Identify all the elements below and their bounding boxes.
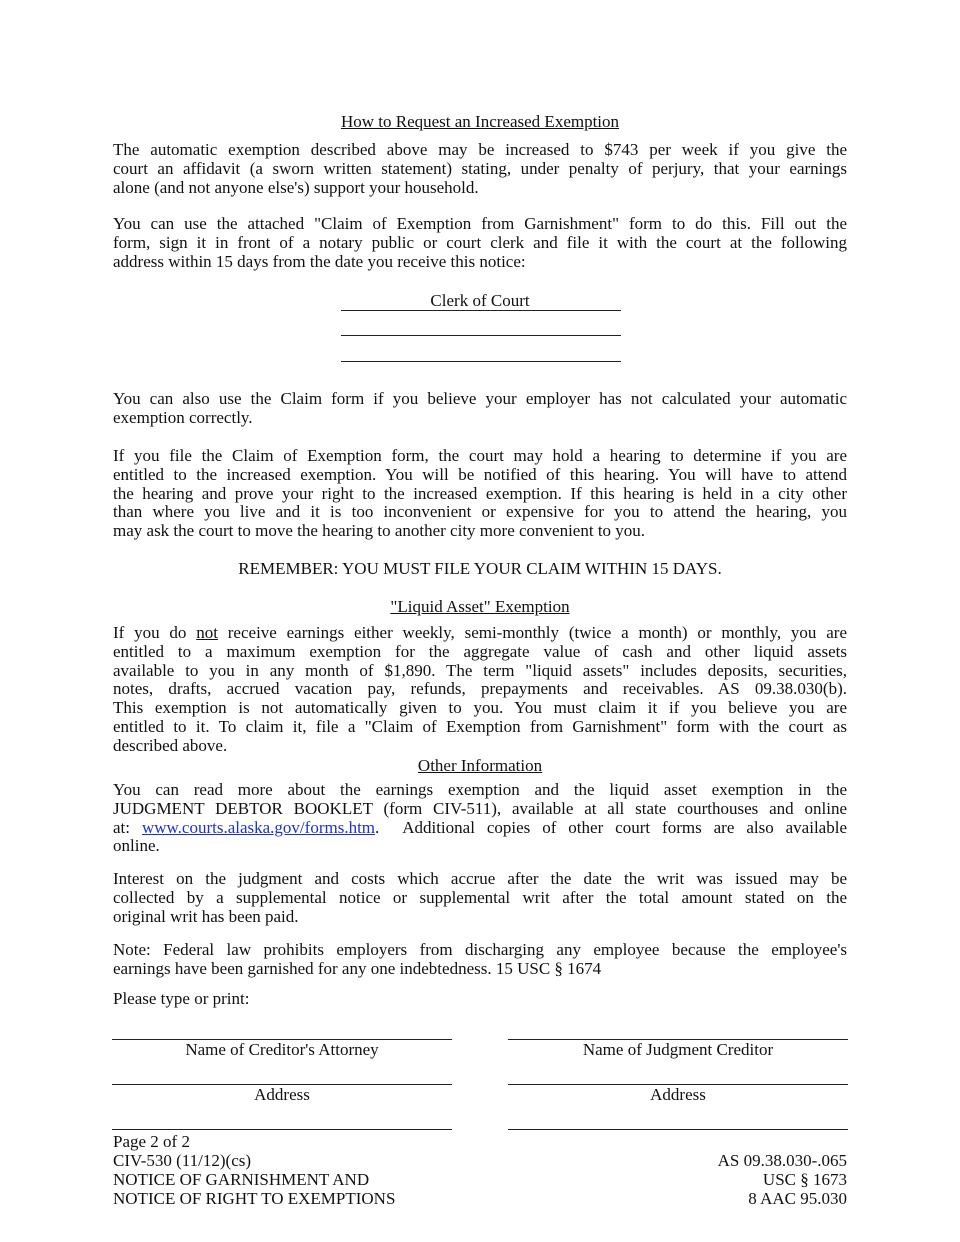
section-heading-other-information: Other Information [417, 756, 543, 775]
text-line [113, 819, 847, 838]
text-line: This exemption is not automatically given to you. You must claim it if you believe you are [113, 698, 847, 718]
section-heading-increased-exemption: How to Request an Increased Exemption [340, 112, 620, 131]
paragraph [113, 781, 847, 856]
text-line: form, sign it in front of a notary public or court clerk and file it with the court at the following [113, 232, 847, 252]
text-line: entitled to a maximum exemption for the aggregate value of cash and other liquid assets [113, 641, 847, 661]
statute-reference: USC § 1673 [762, 1170, 847, 1189]
form-number: CIV-530 (11/12)(cs) [113, 1151, 252, 1170]
text-segment: If you do [113, 623, 197, 642]
text-line: exemption correctly. [113, 407, 253, 427]
address-right-line-2 [508, 1129, 848, 1130]
text-line: Note: Federal law prohibits employers from discharging any employee because the employee's [113, 940, 847, 959]
paragraph [113, 447, 847, 541]
text-line: entitled to it. To claim it, file a "Claim of Exemption from Garnishment" form with the court as [113, 716, 847, 736]
text-line: You can also use the Claim form if you believe your employer has not calculated your automatic [113, 389, 847, 408]
text-segment: at: [113, 817, 142, 837]
text-line: court an affidavit (a sworn written statement) stating, under penalty of perjury, that your earnings [113, 158, 847, 178]
text-segment: . Additional copies of other court forms are also available [375, 817, 847, 837]
address-underline [341, 335, 621, 336]
text-line [113, 624, 847, 643]
text-line: original writ has been paid. [113, 906, 299, 926]
court-address-line-1: Clerk of Court [430, 291, 530, 310]
form-title-line-1: NOTICE OF GARNISHMENT AND [113, 1170, 370, 1189]
paragraph-note [113, 941, 847, 979]
paragraph [113, 870, 847, 926]
creditor-attorney-label: Name of Creditor's Attorney [185, 1040, 379, 1059]
text-line: alone (and not anyone else's) support your household. [113, 177, 479, 197]
please-type-label: Please type or print: [113, 989, 250, 1008]
text-line: notes, drafts, accrued vacation pay, refunds, prepayments and receivables. AS 09.38.030(b). [113, 679, 847, 699]
courts-forms-link[interactable]: www.courts.alaska.gov/forms.htm [141, 817, 376, 837]
section-heading-liquid-asset: "Liquid Asset" Exemption [390, 597, 570, 616]
statute-reference: AS 09.38.030-.065 [717, 1151, 847, 1170]
page-number: Page 2 of 2 [113, 1132, 190, 1151]
text-line: described above. [113, 735, 228, 755]
paragraph [113, 390, 847, 428]
text-line: online. [113, 836, 160, 856]
text-line: address within 15 days from the date you receive this notice: [113, 251, 526, 271]
text-line: the hearing and prove your right to the increased exemption. If this hearing is held in a city other [113, 483, 847, 503]
emphasis-text: not [196, 623, 218, 642]
address-left-line-2 [112, 1129, 452, 1130]
footer-left [113, 1132, 395, 1208]
footer-right [718, 1151, 847, 1208]
text-line: If you file the Claim of Exemption form, the court may hold a hearing to determine if you are [113, 446, 847, 465]
paragraph [113, 624, 847, 756]
remember-notice: REMEMBER: YOU MUST FILE YOUR CLAIM WITHIN 15 DAYS. [238, 559, 722, 578]
text-line: may ask the court to move the hearing to another city more convenient to you. [113, 521, 646, 541]
text-line: entitled to the increased exemption. You will be notified of this hearing. You will have to attend [113, 464, 847, 484]
text-line: than where you live and it is too inconvenient or expensive for you to attend the hearing, you [113, 502, 847, 522]
form-title-line-2: NOTICE OF RIGHT TO EXEMPTIONS [113, 1189, 396, 1208]
paragraph [113, 141, 847, 197]
judgment-creditor-label: Name of Judgment Creditor [582, 1040, 774, 1059]
text-line: You can read more about the earnings exemption and the liquid asset exemption in the [113, 780, 847, 799]
text-line: available to you in any month of $1,890. The term "liquid assets" includes deposits, securities, [113, 660, 847, 680]
text-line: collected by a supplemental notice or supplemental writ after the total amount stated on the [113, 887, 847, 907]
text-line: JUDGMENT DEBTOR BOOKLET (form CIV-511), available at all state courthouses and online [113, 798, 847, 818]
address-right-label: Address [650, 1085, 706, 1104]
text-segment: receive earnings either weekly, semi-monthly (twice a month) or monthly, you are [217, 623, 847, 642]
text-line: Interest on the judgment and costs which accrue after the date the writ was issued may be [113, 869, 847, 888]
text-line: You can use the attached "Claim of Exemption from Garnishment" form to do this. Fill out the [113, 214, 847, 233]
text-line: The automatic exemption described above may be increased to $743 per week if you give the [113, 140, 847, 159]
address-left-label: Address [254, 1085, 310, 1104]
paragraph [113, 215, 847, 271]
address-underline [341, 310, 621, 311]
address-underline [341, 361, 621, 362]
text-line: earnings have been garnished for any one indebtedness. 15 USC § 1674 [113, 958, 602, 978]
statute-reference: 8 AAC 95.030 [748, 1189, 847, 1208]
